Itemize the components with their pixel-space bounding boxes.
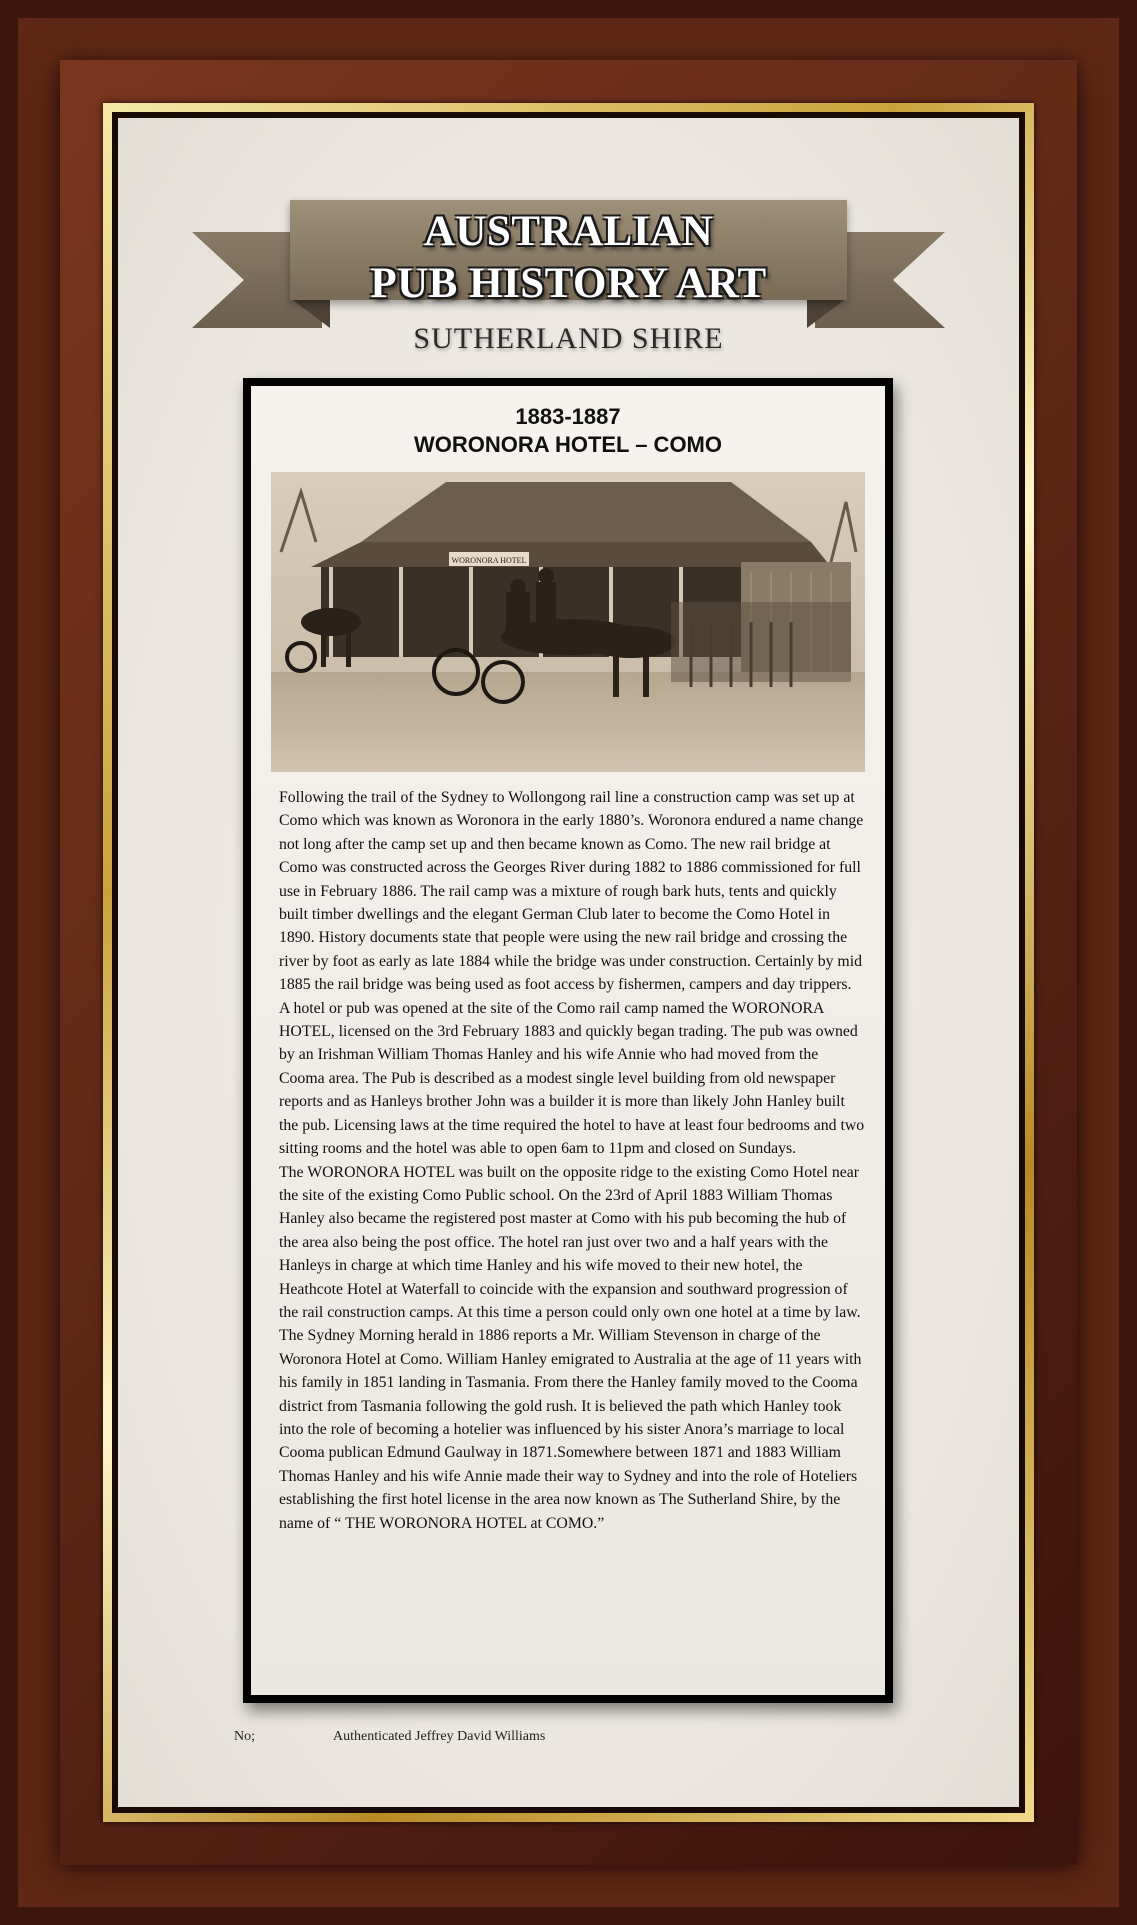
panel-hotel-name: WORONORA HOTEL – COMO	[414, 432, 722, 457]
banner-title-line2: PUB HISTORY ART	[370, 260, 767, 307]
history-paragraph-3: The WORONORA HOTEL was built on the opposite ridge to the existing Como Hotel near the site of the existing Como Public school. On the 23rd of April 1883 William Thomas Hanley also became the registered post master at Como with his pub becoming the hub of the area also being the post office. The hotel ran just over two and a half years with the Hanleys in charge at which time Hanley and his wife moved to their new hotel, the Heathcote Hotel at Waterfall to coincide with the expansion and southward progression of the rail construction camps. At this time a person could only own one hotel at a time by law. The Sydney Morning herald in 1886 reports a Mr. William Stevenson in charge of the Woronora Hotel at Como. William Hanley emigrated to Australia at the age of 11 years with his family in 1851 landing in Tasmania. From there the Hanley family moved to the Cooma district from Tasmania following the gold rush. It is believed the path which Hanley took into the role of becoming a hotelier was influenced by his sister Anora’s marriage to local Cooma publican Edmund Gaulway in 1871.Somewhere between 1871 and 1883 William Thomas Hanley and his wife Annie made their way to Sydney and into the role of Hoteliers establishing the first hotel license in the area now known as The Sutherland Shire, by the name of “ THE WORONORA HOTEL at COMO.”	[279, 1163, 862, 1532]
history-paragraph-1: Following the trail of the Sydney to Wollongong rail line a construction camp was set up at Como which was known as Woronora in the early 1880’s. Woronora endured a name change not long after the camp set up and then became known as Como. The new rail bridge at Como was constructed across the Georges River during 1882 to 1886 commissioned for full use in February 1886. The rail camp was a mixture of rough bark huts, tents and quickly built timber dwellings and the elegant German Club later to become the Como Hotel in 1890. History documents state that people were using the new rail bridge and crossing the river by foot as early as late 1884 while the bridge was under construction. Certainly by mid 1885 the rail bridge was being used as foot access by fishermen, campers and day trippers.	[279, 789, 864, 994]
hotel-photo-illustration	[271, 472, 865, 772]
photo-sign-text: WORONORA HOTEL	[451, 556, 527, 565]
banner-subtitle: SUTHERLAND SHIRE	[413, 322, 724, 355]
footer-authenticated: Authenticated Jeffrey David Williams	[333, 1729, 546, 1744]
panel-years: 1883-1887	[515, 404, 621, 429]
footer-number-label: No;	[234, 1729, 255, 1744]
banner-title-line1: AUSTRALIAN	[423, 208, 714, 255]
hotel-photo	[271, 472, 865, 772]
history-text	[279, 786, 867, 1535]
history-paragraph-2: A hotel or pub was opened at the site of the Como rail camp named the WORONORA HOTEL, licensed on the 3rd February 1883 and quickly began trading. The pub was owned by an Irishman William Thomas Hanley and his wife Annie who had moved from the Cooma area. The Pub is described as a modest single level building from old newspaper reports and as Hanleys brother John was a builder it is more than likely John Hanley built the pub. Licensing laws at the time required the hotel to have at least four bedrooms and two sitting rooms and the hotel was able to open 6am to 11pm and closed on Sundays.	[279, 999, 865, 1158]
